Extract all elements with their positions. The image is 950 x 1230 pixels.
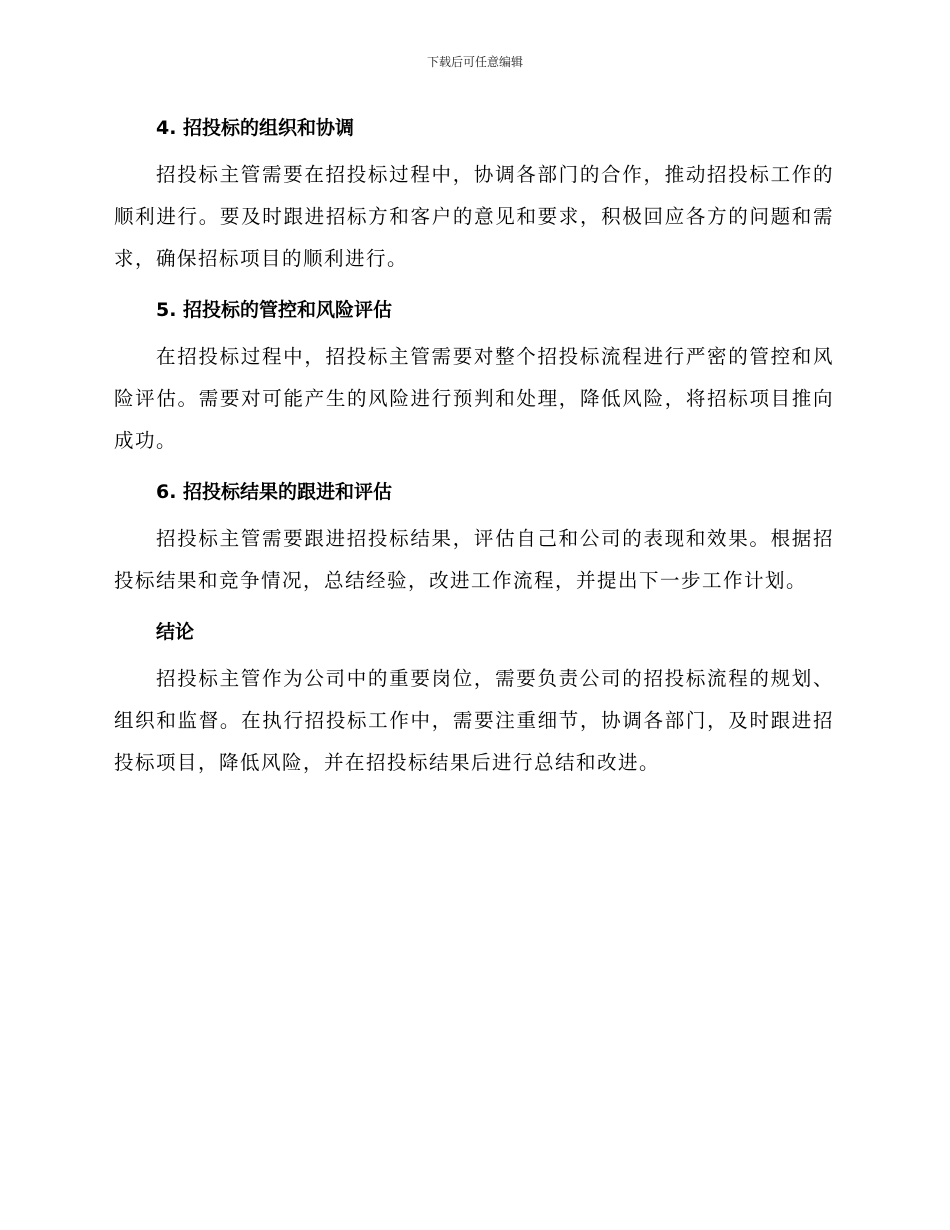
section-heading: 结论 (156, 621, 195, 643)
section-heading: 6. 招投标结果的跟进和评估 (156, 481, 393, 503)
section-organization-coordination (114, 110, 834, 280)
section-paragraph: 在招投标过程中，招投标主管需要对整个招投标流程进行严密的管控和风险评估。需要对可能产生的风险进行预判和处理，降低风险，将招标项目推向成功。 (114, 345, 834, 452)
section-heading: 4. 招投标的组织和协调 (156, 117, 355, 139)
section-paragraph: 招投标主管作为公司中的重要岗位，需要负责公司的招投标流程的规划、组织和监督。在执行招投标工作中，需要注重细节，协调各部门，及时跟进招投标项目，降低风险，并在招投标结果后进行总结和改进。 (114, 667, 834, 774)
section-paragraph: 招投标主管需要在招投标过程中，协调各部门的合作，推动招投标工作的顺利进行。要及时跟进招标方和客户的意见和要求，积极回应各方的问题和需求，确保招标项目的顺利进行。 (114, 163, 834, 270)
section-conclusion (114, 614, 834, 784)
section-result-followup (114, 474, 834, 602)
page-header: 下载后可任意编辑 (426, 55, 523, 69)
section-paragraph: 招投标主管需要跟进招投标结果，评估自己和公司的表现和效果。根据招投标结果和竞争情况，总结经验，改进工作流程，并提出下一步工作计划。 (114, 527, 834, 592)
section-heading: 5. 招投标的管控和风险评估 (156, 299, 393, 321)
section-control-risk (114, 292, 834, 462)
document-body (114, 110, 834, 796)
